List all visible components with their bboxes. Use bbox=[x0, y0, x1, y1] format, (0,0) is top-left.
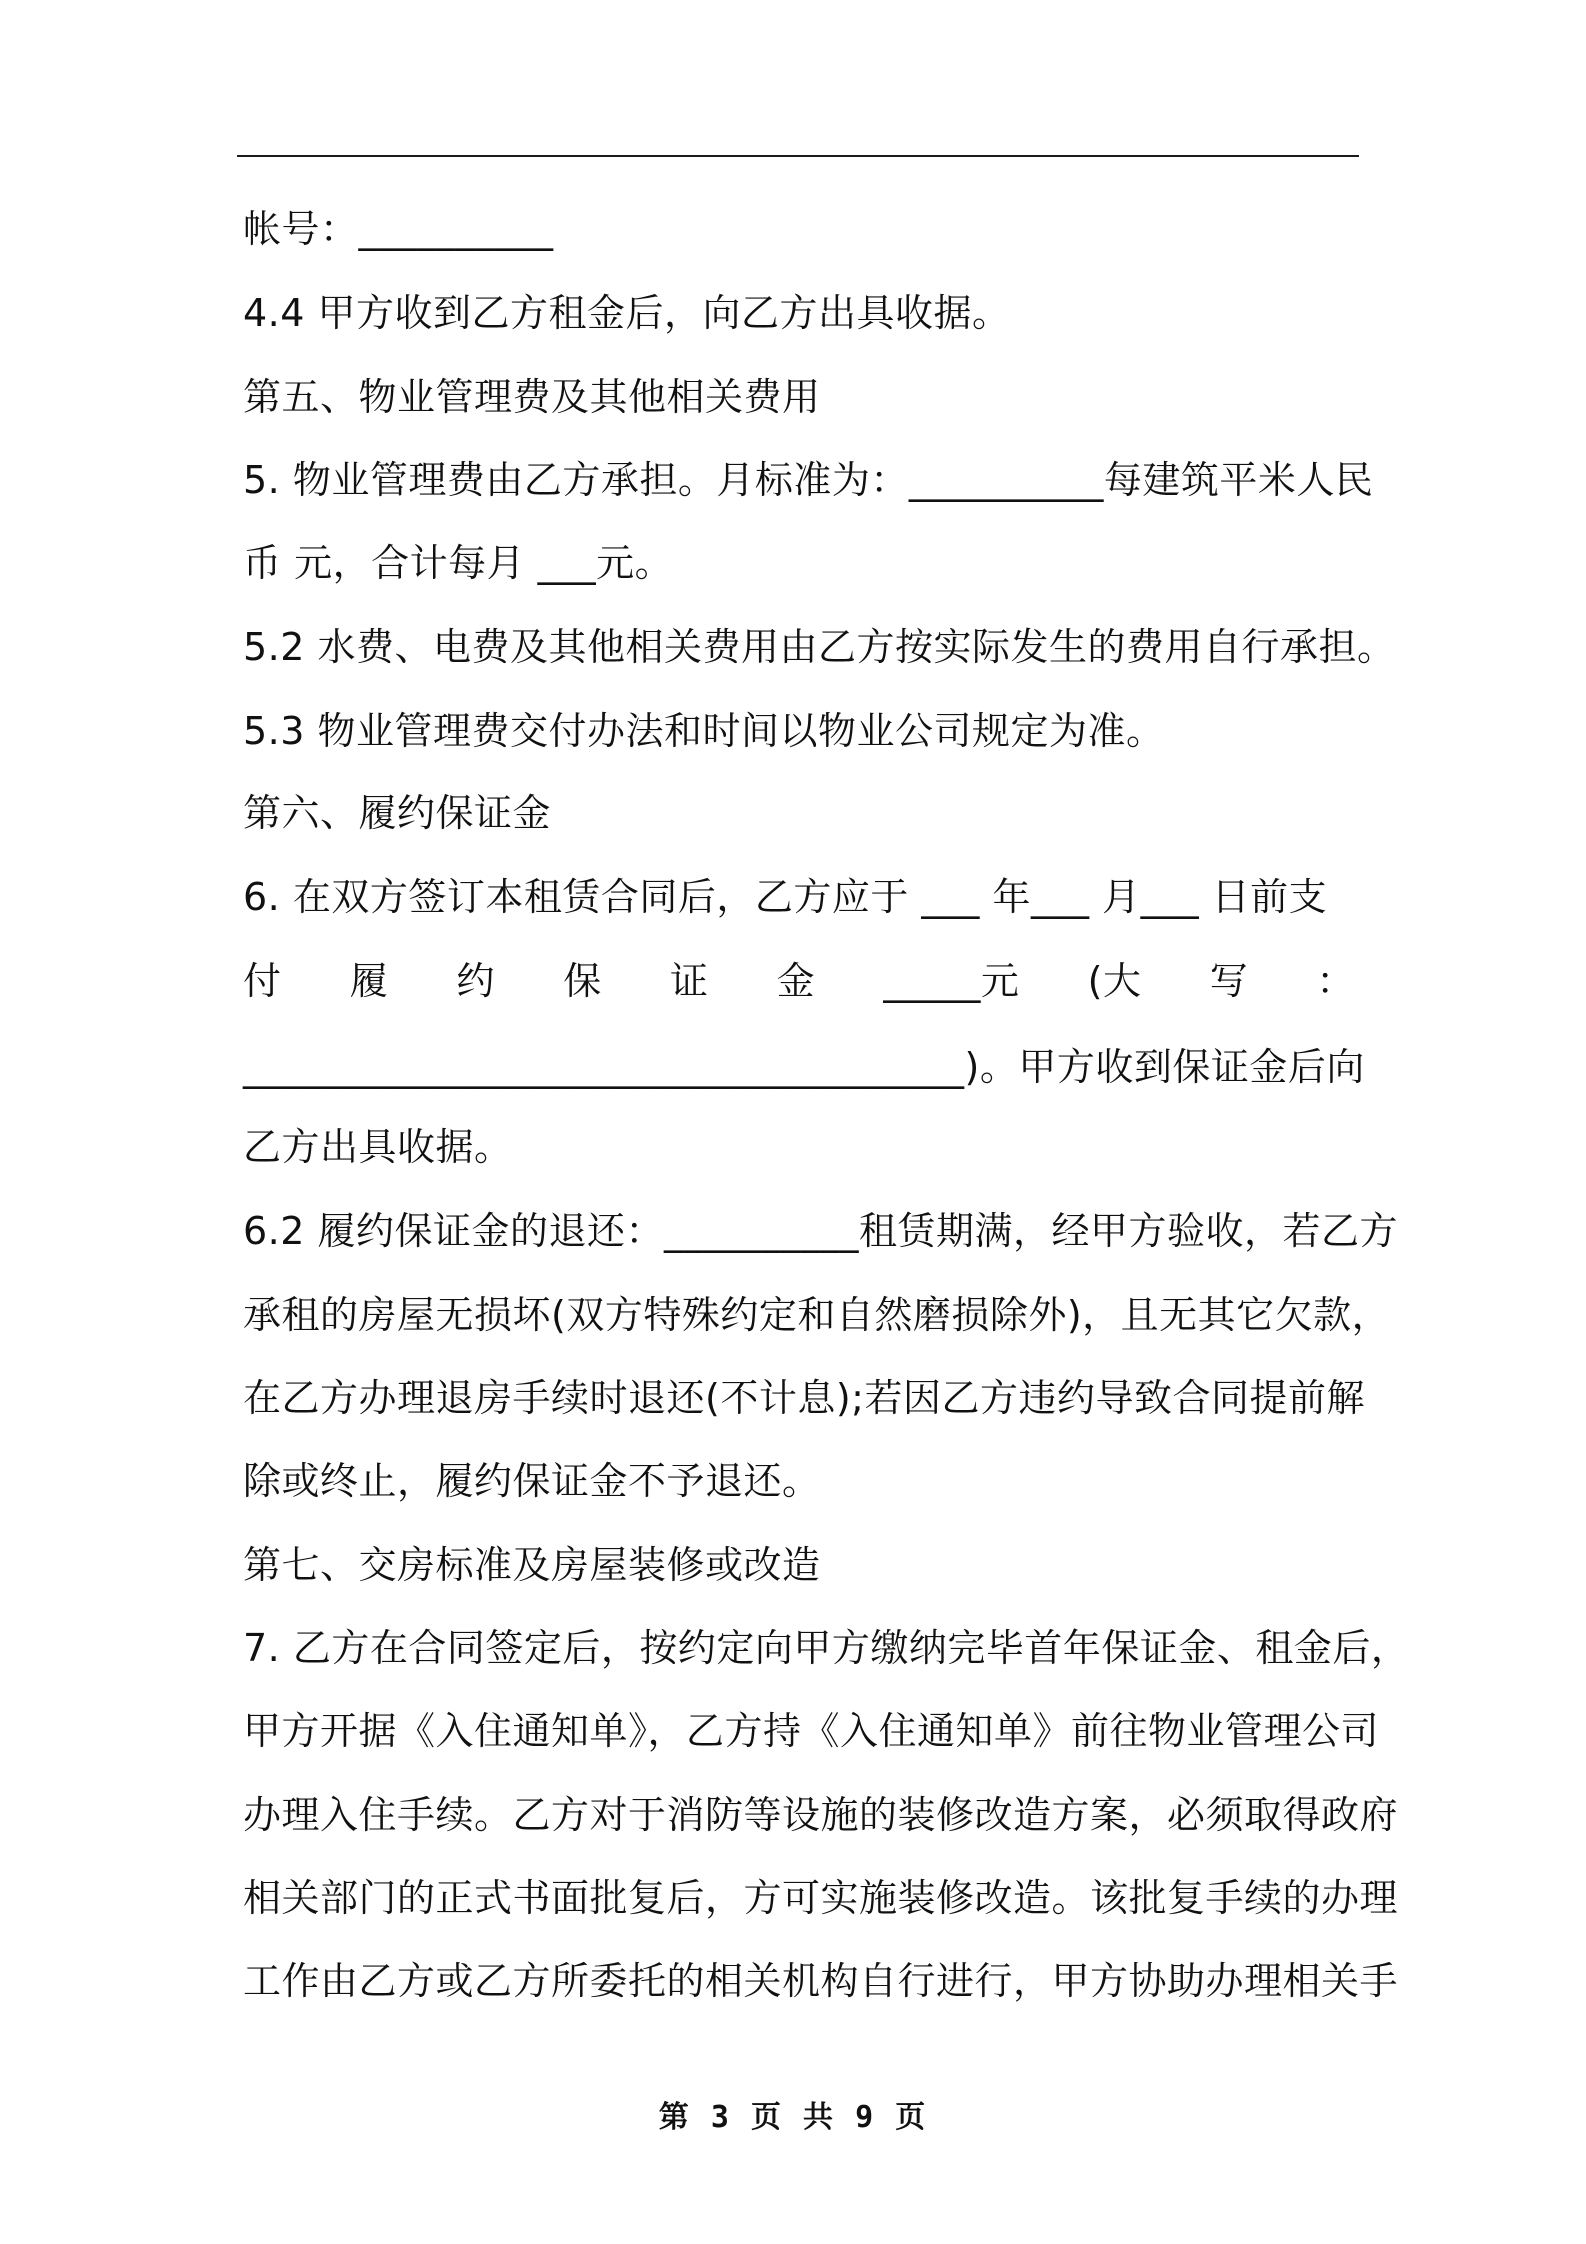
text-line: 除或终止，履约保证金不予退还。 bbox=[243, 1459, 821, 1503]
section-heading: 第七、交房标准及房屋装修或改造 bbox=[243, 1543, 821, 1587]
text-line: 币 元，合计每月 ___元。 bbox=[243, 541, 674, 585]
spaced-char: 证 bbox=[669, 959, 709, 1003]
text-line: 6.2 履约保证金的退还：__________租赁期满，经甲方验收，若乙方 bbox=[243, 1209, 1399, 1253]
spaced-char: 写 bbox=[1209, 959, 1249, 1003]
text-line: 帐号：__________ bbox=[243, 207, 554, 251]
spaced-char: 约 bbox=[456, 959, 495, 1003]
text-line: 乙方出具收据。 bbox=[243, 1125, 513, 1169]
text-line: 5.3 物业管理费交付办法和时间以物业公司规定为准。 bbox=[243, 709, 1165, 753]
text-line: 工作由乙方或乙方所委托的相关机构自行进行，甲方协助办理相关手 bbox=[243, 1959, 1399, 2003]
spaced-char: 履 bbox=[349, 959, 389, 1003]
text-line: _____________________________________)。甲方收到保证金后向 bbox=[243, 1045, 1365, 1089]
text-line: 4.4 甲方收到乙方租金后，向乙方出具收据。 bbox=[243, 291, 1011, 335]
text-line: 相关部门的正式书面批复后，方可实施装修改造。该批复手续的办理 bbox=[243, 1876, 1399, 1920]
text-line: 甲方开据《入住通知单》，乙方持《入住通知单》前往物业管理公司 bbox=[243, 1709, 1380, 1753]
spaced-char: ： bbox=[1316, 959, 1355, 1003]
section-heading: 第六、履约保证金 bbox=[243, 791, 552, 835]
spaced-char: (大 bbox=[1087, 959, 1142, 1003]
page-number-footer: 第 3 页 共 9 页 bbox=[658, 2100, 928, 2135]
spaced-char: 保 bbox=[563, 959, 602, 1003]
header-rule bbox=[237, 155, 1359, 157]
text-line: 6. 在双方签订本租赁合同后，乙方应于 ___ 年___ 月___ 日前支 bbox=[243, 875, 1328, 919]
text-line: 在乙方办理退房手续时退还(不计息);若因乙方违约导致合同提前解 bbox=[243, 1376, 1365, 1420]
spaced-text-line bbox=[243, 956, 1355, 1006]
text-line: 5.2 水费、电费及其他相关费用由乙方按实际发生的费用自行承担。 bbox=[243, 625, 1396, 669]
text-line: 7. 乙方在合同签定后，按约定向甲方缴纳完毕首年保证金、租金后， bbox=[243, 1626, 1410, 1670]
spaced-char: 付 bbox=[243, 959, 282, 1003]
section-heading: 第五、物业管理费及其他相关费用 bbox=[243, 375, 821, 419]
amount-blank: _____元 bbox=[883, 959, 1020, 1003]
spaced-char: 金 bbox=[776, 959, 816, 1003]
text-line: 承租的房屋无损坏(双方特殊约定和自然磨损除外)，且无其它欠款， bbox=[243, 1293, 1391, 1337]
text-line: 办理入住手续。乙方对于消防等设施的装修改造方案，必须取得政府 bbox=[243, 1793, 1399, 1837]
text-line: 5. 物业管理费由乙方承担。月标准为：__________每建筑平米人民 bbox=[243, 458, 1374, 502]
